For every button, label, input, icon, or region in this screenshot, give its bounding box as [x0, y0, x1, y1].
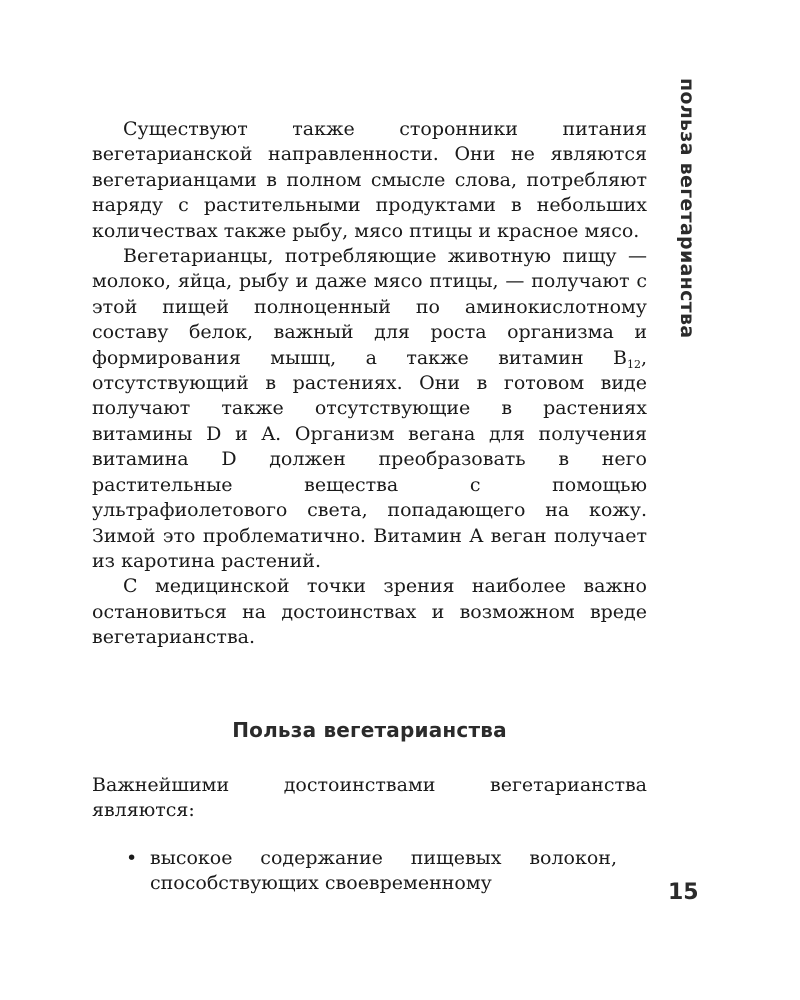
body-text	[92, 117, 647, 651]
list-item-text: высокое содержание пищевых волокон, способствующих своевременному	[150, 847, 617, 895]
paragraph-2	[92, 244, 647, 574]
paragraph-1: Существуют также сторонники питания вегетарианской направленности. Они не являются вегетарианцами в полном смысле слова, потребляют наряду с растительными продуктами в небольших количествах также рыбу, мясо птицы и красное мясо.	[92, 118, 647, 242]
section-heading: Польза вегетарианства	[232, 718, 507, 742]
paragraph-3: С медицинской точки зрения наиболее важно остановиться на достоинствах и возможном вреде вегетарианства.	[92, 575, 647, 649]
paragraph-2-part-1: Вегетарианцы, потребляющие животную пищу — молоко, яйца, рыбу и даже мясо птицы, — получают с этой пищей полноценный по аминокислотному составу белок, важный для роста организма и формирования мышц, а также витамин B	[92, 245, 647, 369]
bullet-icon: •	[126, 847, 138, 869]
advantages-list	[92, 846, 647, 897]
page-number: 15	[668, 880, 699, 905]
list-item	[92, 846, 647, 897]
section-intro-block	[92, 773, 647, 824]
paragraph-2-part-2: , отсутствующий в растениях. Они в готовом виде получают также отсутствующие в растениях витамины D и A. Организм вегана для получения витамина D должен преобразовать в него растительные вещества с помощью ультрафиолетового света, попадающего на кожу. Зимой это проблематично. Витамин A веган получает из каротина растений.	[92, 346, 647, 572]
section-intro: Важнейшими достоинствами вегетарианства являются:	[92, 774, 647, 822]
vitamin-subscript: 12	[626, 357, 641, 371]
running-head: польза вегетарианства	[676, 78, 698, 339]
